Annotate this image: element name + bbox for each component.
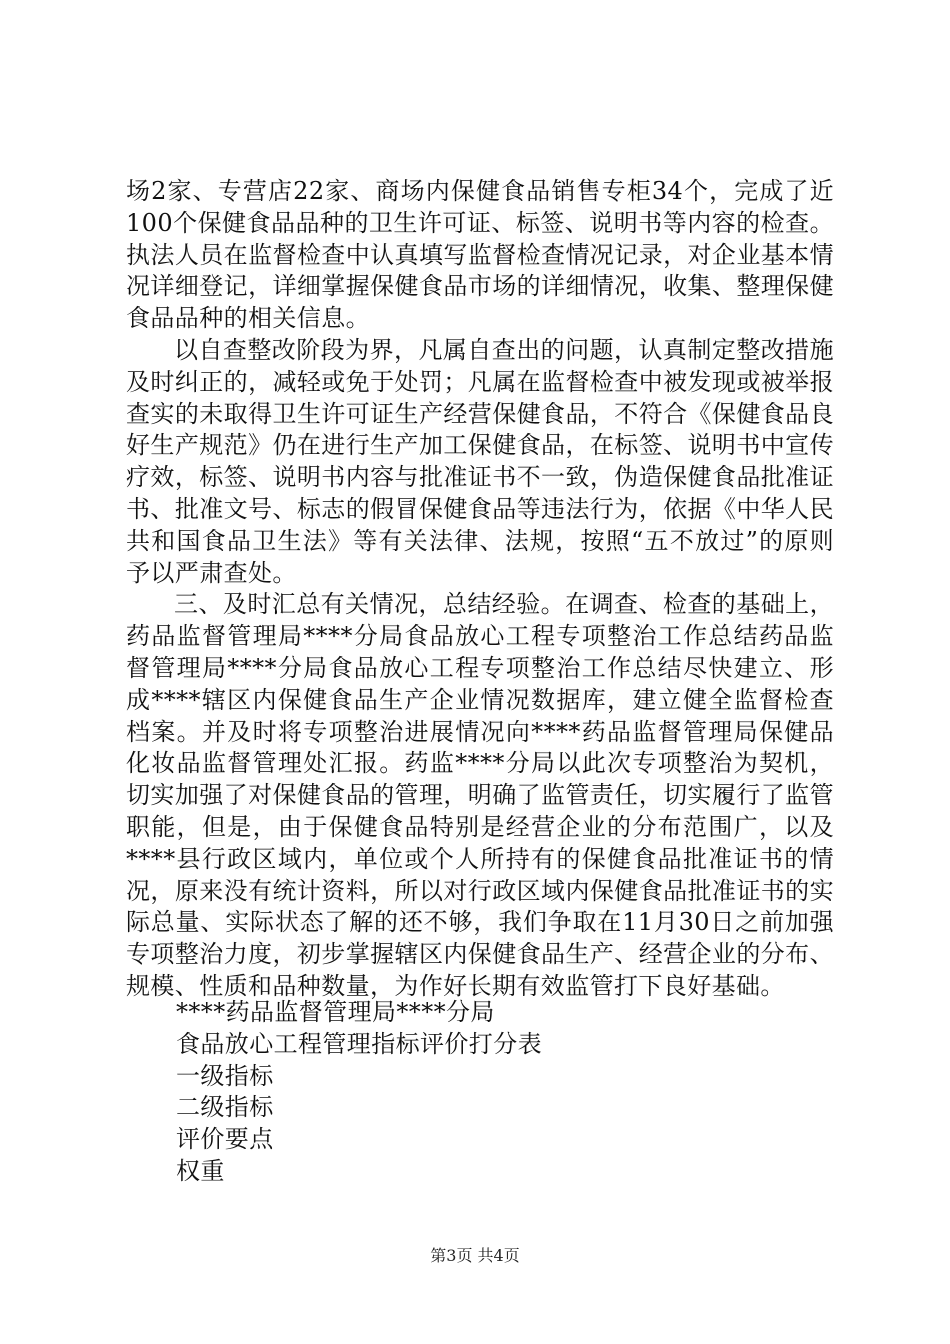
paragraph-1: 场2家、专营店22家、商场内保健食品销售专柜34个，完成了近100个保健食品品种的卫生许可证、标签、说明书等内容的检查。执法人员在监督检查中认真填写监督检查情况记录，对企业基本情况详细登记，详细掌握保健食品市场的详细情况，收集、整理保健食品品种的相关信息。 xyxy=(126,177,834,333)
table-title-line: 食品放心工程管理指标评价打分表 xyxy=(176,1029,542,1058)
weight-line: 权重 xyxy=(176,1156,225,1185)
table-header-lines xyxy=(176,997,542,1188)
paragraph-3: 三、及时汇总有关情况，总结经验。在调查、检查的基础上，药品监督管理局****分局食品放心工程专项整治工作总结药品监督管理局****分局食品放心工程专项整治工作总结尽快建立、形成****辖区内保健食品生产企业情况数据库，建立健全监督检查档案。并及时将专项整治进展情况向****药品监督管理局保健品化妆品监督管理处汇报。药监****分局以此次专项整治为契机，切实加强了对保健食品的管理，明确了监管责任，切实履行了监管职能，但是，由于保健食品特别是经营企业的分布范围广，以及****县行政区域内，单位或个人所持有的保健食品批准证书的情况，原来没有统计资料，所以对行政区域内保健食品批准证书的实际总量、实际状态了解的还不够，我们争取在11月30日之前加强专项整治力度，初步掌握辖区内保健食品生产、经营企业的分布、规模、性质和品种数量，为作好长期有效监管打下良好基础。 xyxy=(126,590,834,1000)
first-level-indicator-line: 一级指标 xyxy=(176,1061,274,1090)
paragraph-2: 以自查整改阶段为界，凡属自查出的问题，认真制定整改措施及时纠正的，减轻或免于处罚；凡属在监督检查中被发现或被举报查实的未取得卫生许可证生产经营保健食品，不符合《保健食品良好生产规范》仍在进行生产加工保健食品，在标签、说明书中宣传疗效，标签、说明书内容与批准证书不一致，伪造保健食品批准证书、批准文号、标志的假冒保健食品等违法行为，依据《中华人民共和国食品卫生法》等有关法律、法规，按照“五不放过”的原则予以严肃查处。 xyxy=(126,335,834,587)
bureau-name-line: ****药品监督管理局****分局 xyxy=(176,998,495,1026)
evaluation-points-line: 评价要点 xyxy=(176,1125,274,1154)
page-footer: 第3页 共4页 xyxy=(430,1246,520,1265)
body-text xyxy=(126,176,834,1003)
second-level-indicator-line: 二级指标 xyxy=(176,1093,274,1122)
